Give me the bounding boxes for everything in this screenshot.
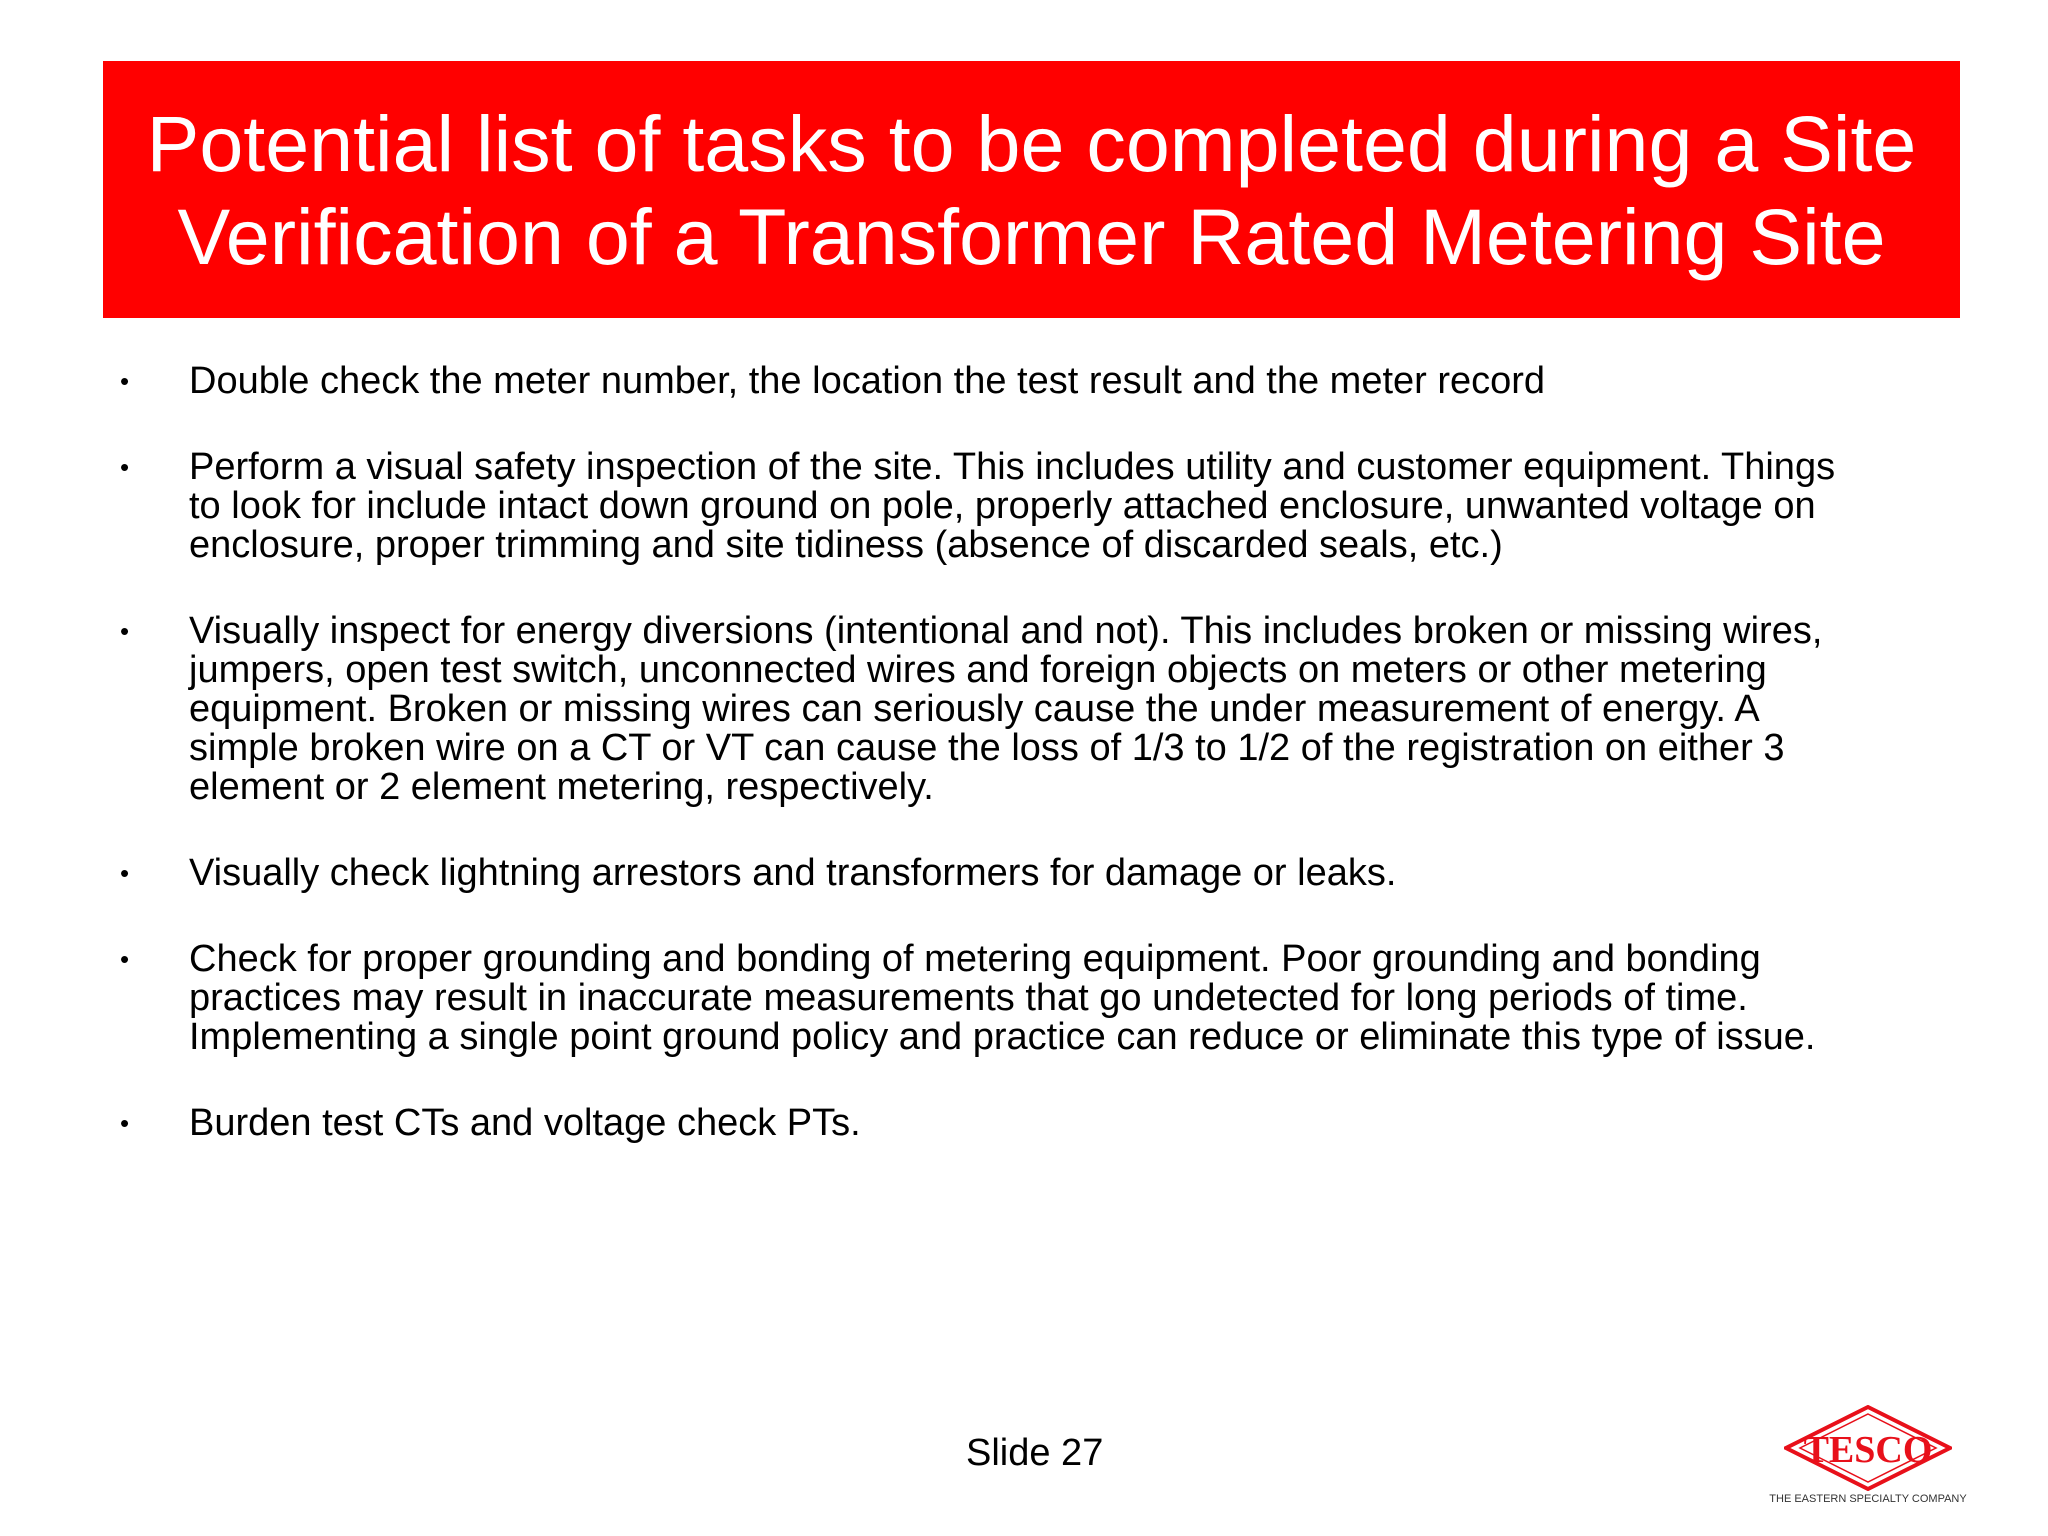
list-item-line: Visually inspect for energy diversions (intentional and not). This includes broken or missing wires, bbox=[189, 610, 1823, 652]
list-item-line: Double check the meter number, the location the test result and the meter record bbox=[189, 360, 1546, 402]
bullet-icon: • bbox=[120, 944, 130, 974]
list-item bbox=[120, 1104, 1950, 1143]
title-banner bbox=[103, 61, 1960, 318]
list-item bbox=[120, 362, 1950, 401]
task-list bbox=[120, 362, 1950, 1190]
bullet-icon: • bbox=[120, 452, 130, 482]
slide-title-line-1: Potential list of tasks to be completed during a Site bbox=[146, 98, 1917, 188]
bullet-icon: • bbox=[120, 1108, 130, 1138]
list-item-line: equipment. Broken or missing wires can seriously cause the under measurement of energy. A bbox=[189, 688, 1760, 730]
list-item-line: to look for include intact down ground on pole, properly attached enclosure, unwanted voltage on bbox=[189, 485, 1816, 527]
list-item bbox=[120, 612, 1950, 807]
slide-number: Slide 27 bbox=[966, 1432, 1104, 1474]
logo-wordmark: TESCO bbox=[1803, 1429, 1933, 1471]
list-item-line: jumpers, open test switch, unconnected wires and foreign objects on meters or other metering bbox=[189, 649, 1767, 691]
bullet-icon: • bbox=[120, 366, 130, 396]
list-item-line: Check for proper grounding and bonding of metering equipment. Poor grounding and bonding bbox=[189, 938, 1761, 980]
list-item-line: Burden test CTs and voltage check PTs. bbox=[189, 1102, 861, 1144]
list-item-line: simple broken wire on a CT or VT can cause the loss of 1/3 to 1/2 of the registration on either 3 bbox=[189, 727, 1785, 769]
list-item-line: practices may result in inaccurate measurements that go undetected for long periods of time. bbox=[189, 977, 1748, 1019]
list-item-line: Implementing a single point ground policy and practice can reduce or eliminate this type of issue. bbox=[189, 1016, 1816, 1058]
tesco-logo bbox=[1764, 1405, 1972, 1510]
list-item-line: Visually check lightning arrestors and transformers for damage or leaks. bbox=[189, 852, 1397, 894]
bullet-icon: • bbox=[120, 858, 130, 888]
list-item bbox=[120, 448, 1950, 565]
bullet-icon: • bbox=[120, 616, 130, 646]
list-item-line: enclosure, proper trimming and site tidiness (absence of discarded seals, etc.) bbox=[189, 524, 1503, 566]
slide-title-line-2: Verification of a Transformer Rated Metering Site bbox=[177, 191, 1886, 281]
list-item-line: Perform a visual safety inspection of the site. This includes utility and customer equipment. Things bbox=[189, 446, 1836, 488]
logo-tagline: THE EASTERN SPECIALTY COMPANY bbox=[1769, 1493, 1967, 1505]
list-item bbox=[120, 940, 1950, 1057]
list-item-line: element or 2 element metering, respectively. bbox=[189, 766, 934, 808]
tesco-diamond-icon bbox=[1784, 1405, 1952, 1491]
list-item bbox=[120, 854, 1950, 893]
